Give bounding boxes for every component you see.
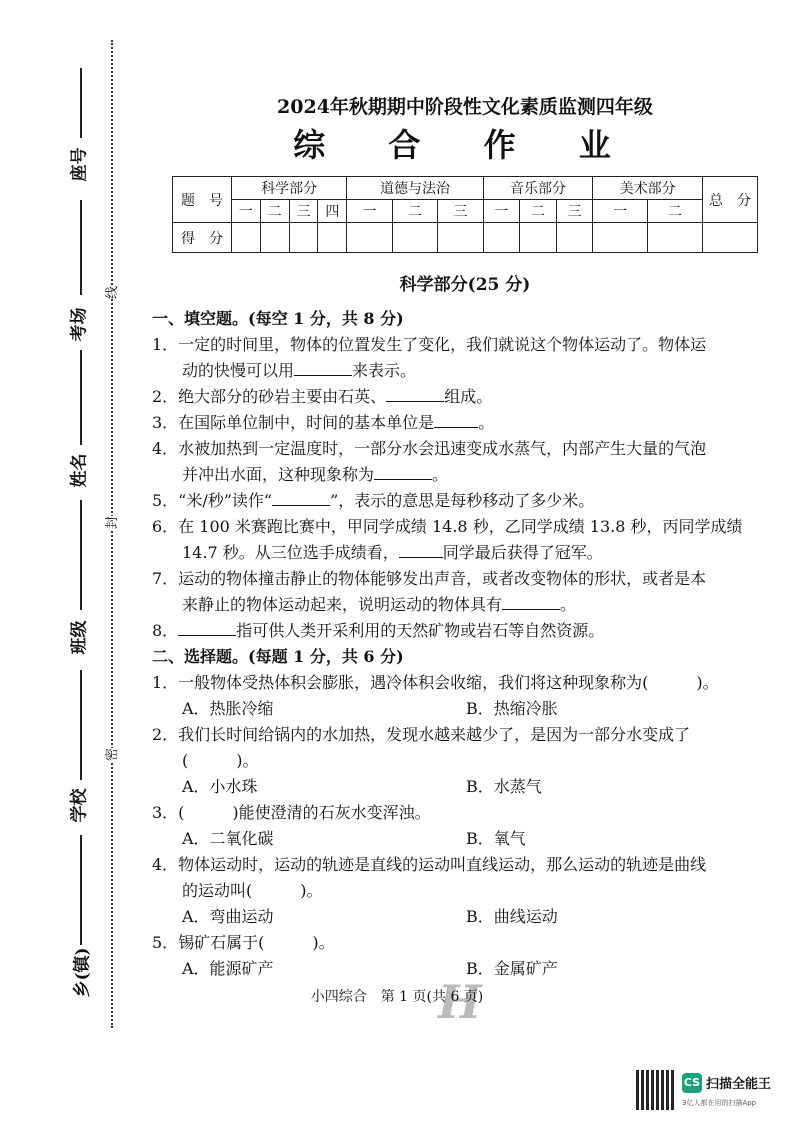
q1-6-text: 14.7 秒。从三位选手成绩看， bbox=[182, 543, 399, 562]
q2-1-text: 1．一般物体受热体积会膨胀，遇冷体积会收缩，我们将这种现象称为( )。 bbox=[152, 673, 719, 692]
score-cell[interactable] bbox=[260, 223, 289, 253]
q1-2-text: 2．绝大部分的砂岩主要由石英、 bbox=[152, 387, 387, 406]
q1-8-blank[interactable] bbox=[178, 621, 236, 636]
part2-heading: 二、选择题。(每题 1 分，共 6 分) bbox=[152, 647, 404, 666]
score-sub-8: 一 bbox=[483, 200, 520, 223]
exam-room-field[interactable] bbox=[80, 200, 82, 295]
score-sub-5: 一 bbox=[347, 200, 392, 223]
q1-2-line bbox=[152, 384, 492, 407]
score-table-question-header: 题 号 bbox=[173, 177, 232, 223]
q1-7-text: 来静止的物体运动起来，说明运动的物体具有 bbox=[182, 595, 503, 614]
q2-3-option-a[interactable]: A．二氧化碳 bbox=[182, 829, 274, 848]
watermark: H bbox=[438, 975, 482, 1029]
q1-3-line bbox=[152, 410, 494, 433]
score-cell[interactable] bbox=[520, 223, 557, 253]
seal-label-secret: 密 bbox=[101, 748, 120, 761]
score-cell[interactable] bbox=[556, 223, 593, 253]
score-sub-10: 三 bbox=[556, 200, 593, 223]
q2-5-text: 5．锡矿石属于( )。 bbox=[152, 933, 335, 952]
score-sub-6: 二 bbox=[392, 200, 437, 223]
q2-2-text: 2．我们长时间给锅内的水加热，发现水越来越少了，是因为一部分水变成了 bbox=[152, 725, 691, 744]
q1-6-blank[interactable] bbox=[399, 543, 443, 558]
name-label: 姓名 bbox=[69, 453, 90, 488]
q1-8-line bbox=[152, 618, 604, 641]
class-field[interactable] bbox=[80, 500, 82, 610]
q2-5-option-a[interactable]: A．能源矿产 bbox=[182, 959, 274, 978]
q1-8-text-end: 指可供人类开采利用的天然矿物或岩石等自然资源。 bbox=[236, 621, 605, 640]
score-sub-9: 二 bbox=[520, 200, 557, 223]
exam-room-label: 考场 bbox=[69, 307, 90, 342]
school-field[interactable] bbox=[80, 670, 82, 780]
q1-4-line1: 4．水被加热到一定温度时，一部分水会迅速变成水蒸气，内部产生大量的气泡 bbox=[152, 439, 707, 458]
q2-5-option-b[interactable]: B．金属矿产 bbox=[466, 959, 558, 978]
q1-2-text-end: 组成。 bbox=[444, 387, 493, 406]
name-field[interactable] bbox=[80, 350, 82, 445]
q1-6-line1: 6．在 100 米赛跑比赛中，甲同学成绩 14.8 秒，乙同学成绩 13.8 秒，丙同学成绩 bbox=[152, 517, 743, 536]
score-sub-12: 二 bbox=[648, 200, 703, 223]
score-cell[interactable] bbox=[483, 223, 520, 253]
q1-1-blank[interactable] bbox=[294, 361, 352, 376]
q1-1-text-end: 来表示。 bbox=[352, 361, 417, 380]
exam-title: 综 合 作 业 bbox=[293, 126, 637, 164]
score-cell[interactable] bbox=[232, 223, 261, 253]
q2-2-option-a[interactable]: A．小水珠 bbox=[182, 777, 258, 796]
score-sub-11: 一 bbox=[593, 200, 648, 223]
seat-number-label: 座号 bbox=[69, 147, 90, 182]
q1-3-text: 3．在国际单位制中，时间的基本单位是 bbox=[152, 413, 435, 432]
score-table-morality: 道德与法治 bbox=[347, 177, 483, 200]
score-table bbox=[172, 176, 758, 253]
q2-4-option-b[interactable]: B．曲线运动 bbox=[466, 907, 558, 926]
binding-margin bbox=[0, 0, 130, 1124]
score-sub-4: 四 bbox=[318, 200, 347, 223]
q1-1-line1: 1．一定的时间里，物体的位置发生了变化，我们就说这个物体运动了。物体运 bbox=[152, 335, 707, 354]
q1-6-text-end: 同学最后获得了冠军。 bbox=[442, 543, 603, 562]
score-sub-7: 三 bbox=[438, 200, 484, 223]
q1-4-text: 并冲出水面，这种现象称为 bbox=[182, 465, 375, 484]
score-sub-3: 三 bbox=[289, 200, 318, 223]
q1-7-line1: 7．运动的物体撞击静止的物体能够发出声音，或者改变物体的形状，或者是本 bbox=[152, 569, 707, 588]
township-field[interactable] bbox=[80, 835, 82, 945]
qr-code-icon bbox=[636, 1070, 676, 1110]
camscanner-logo-icon: CS bbox=[682, 1073, 702, 1093]
q1-1-text: 动的快慢可以用 bbox=[182, 361, 295, 380]
score-sub-2: 二 bbox=[260, 200, 289, 223]
q1-7-line2 bbox=[182, 592, 576, 615]
score-table-music: 音乐部分 bbox=[483, 177, 593, 200]
q1-7-text-end: 。 bbox=[560, 595, 577, 614]
score-cell[interactable] bbox=[648, 223, 703, 253]
q2-1-option-b[interactable]: B．热缩冷胀 bbox=[466, 699, 558, 718]
q2-2-option-b[interactable]: B．水蒸气 bbox=[466, 777, 542, 796]
score-cell[interactable] bbox=[318, 223, 347, 253]
q1-8-text: 8． bbox=[152, 621, 179, 640]
score-table-art: 美术部分 bbox=[593, 177, 703, 200]
q1-3-blank[interactable] bbox=[434, 413, 478, 428]
camscanner-tagline: 3亿人都在用的扫描App bbox=[682, 1099, 757, 1107]
school-label: 学校 bbox=[69, 788, 90, 823]
q2-4-option-a[interactable]: A．弯曲运动 bbox=[182, 907, 274, 926]
q1-3-text-end: 。 bbox=[478, 413, 495, 432]
class-label: 班级 bbox=[69, 620, 90, 655]
q1-6-line2 bbox=[182, 540, 603, 563]
score-cell[interactable] bbox=[438, 223, 484, 253]
q2-4-text-cont: 的运动叫( )。 bbox=[182, 881, 323, 900]
q1-5-line bbox=[152, 488, 594, 511]
score-sub-1: 一 bbox=[232, 200, 261, 223]
score-cell[interactable] bbox=[703, 223, 758, 253]
seal-line bbox=[111, 40, 113, 1028]
score-row-label: 得 分 bbox=[173, 223, 232, 253]
page-footer: 小四综合 第 1 页(共 6 页) bbox=[310, 989, 484, 1005]
q2-1-option-a[interactable]: A．热胀冷缩 bbox=[182, 699, 274, 718]
seal-label-line: 线 bbox=[101, 286, 120, 299]
score-cell[interactable] bbox=[289, 223, 318, 253]
q1-2-blank[interactable] bbox=[386, 387, 444, 402]
q2-3-option-b[interactable]: B．氧气 bbox=[466, 829, 526, 848]
part1-heading: 一、填空题。(每空 1 分，共 8 分) bbox=[152, 309, 404, 328]
seat-number-field[interactable] bbox=[80, 68, 82, 138]
q1-4-line2 bbox=[182, 462, 448, 485]
camscanner-name: 扫描全能王 bbox=[706, 1077, 772, 1092]
q2-2-text-cont: ( )。 bbox=[182, 751, 259, 770]
q1-7-blank[interactable] bbox=[502, 595, 560, 610]
q2-3-text: 3．( )能使澄清的石灰水变浑浊。 bbox=[152, 803, 431, 822]
seal-label-seal: 封 bbox=[101, 516, 120, 529]
q1-4-blank[interactable] bbox=[374, 465, 432, 480]
q2-4-text: 4．物体运动时，运动的轨迹是直线的运动叫直线运动，那么运动的轨迹是曲线 bbox=[152, 855, 707, 874]
q1-5-blank[interactable] bbox=[272, 491, 330, 506]
section-title: 科学部分(25 分) bbox=[399, 275, 531, 295]
score-cell[interactable] bbox=[593, 223, 648, 253]
q1-5-text: 5．“米/秒”读作“ bbox=[152, 491, 273, 510]
township-label: 乡(镇) bbox=[72, 947, 93, 998]
score-cell[interactable] bbox=[392, 223, 437, 253]
score-table-science: 科学部分 bbox=[232, 177, 347, 200]
score-cell[interactable] bbox=[347, 223, 392, 253]
q1-4-text-end: 。 bbox=[432, 465, 449, 484]
score-table-total-header: 总 分 bbox=[703, 177, 758, 223]
q1-5-text-end: ”，表示的意思是每秒移动了多少米。 bbox=[330, 491, 595, 510]
q1-1-line2 bbox=[182, 358, 416, 381]
exam-subtitle: 2024年秋期期中阶段性文化素质监测四年级 bbox=[277, 96, 653, 118]
